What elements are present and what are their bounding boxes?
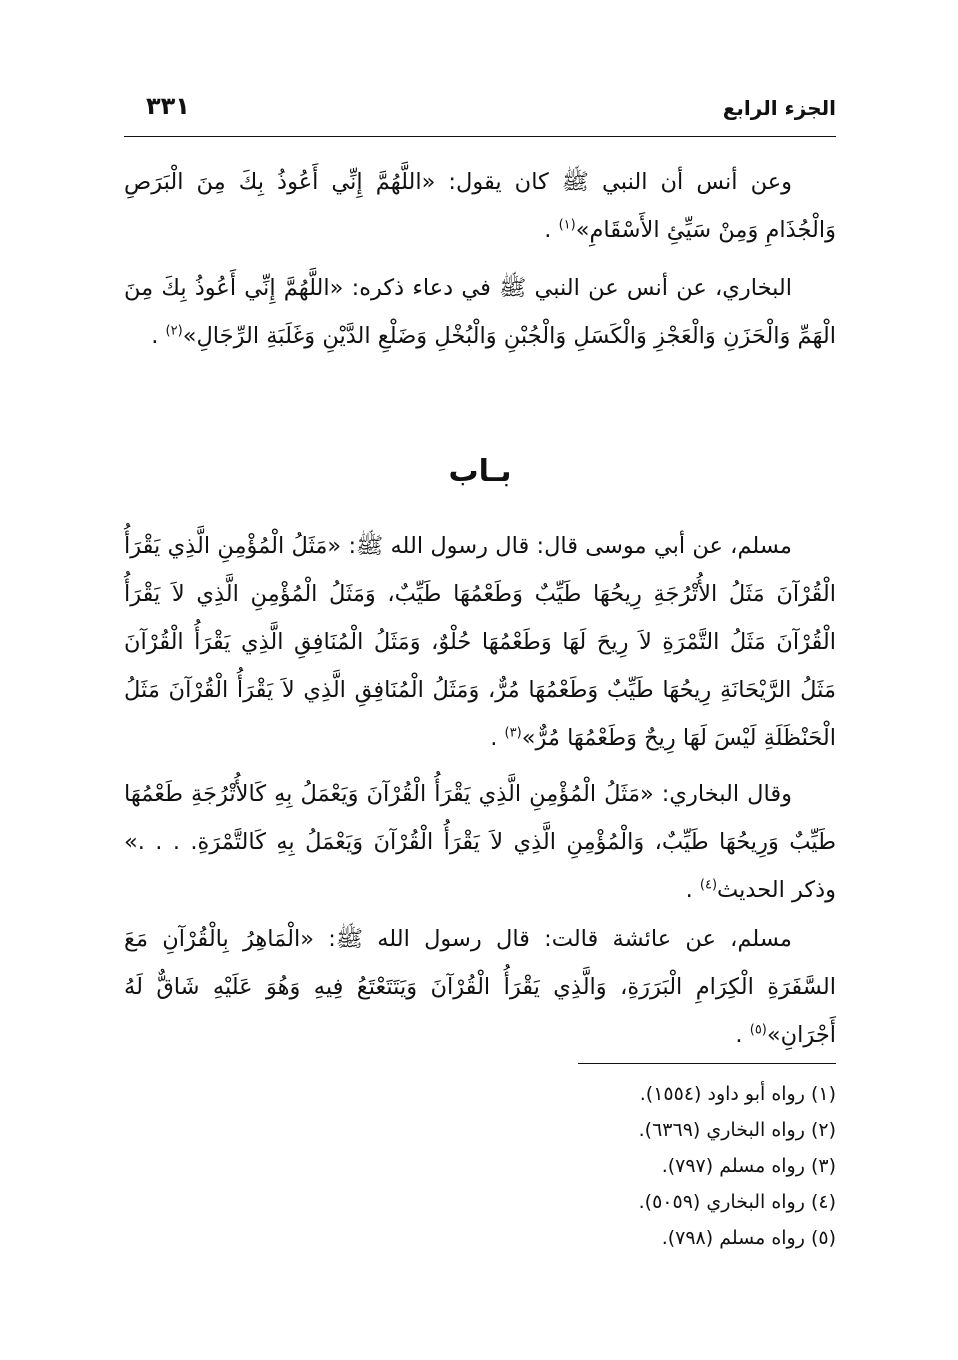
footnote-item: (٤) رواه البخاري (٥٠٥٩). <box>638 1191 836 1213</box>
paragraph-muslim-abu-musa: مسلم، عن أبي موسى قال: قال رسول الله ﷺ: «مَثَلُ الْمُؤْمِنِ الَّذِي يَقْرَأُ الْقُرْآنَ مَثَلُ الأُتْرُجَةِ رِيحُهَا طَيِّبٌ وَطَعْمُهَا طَيِّبٌ، وَمَثَلُ الْمُؤْمِنِ الَّذِي لاَ يَقْرَأُ الْقُرْآنَ مَثَلُ التَّمْرَةِ لاَ رِيحَ لَهَا وَطَعْمُهَا حُلْوٌ، وَمَثَلُ الْمُنَافِقِ الَّذِي يَقْرَأُ الْقُرْآنَ مَثَلُ الرَّيْحَانَةِ رِيحُهَا طَيِّبٌ وَطَعْمُهَا مُرٌّ، وَمَثَلُ الْمُنَافِقِ الَّذِي لاَ يَقْرَأُ الْقُرْآنَ مَثَلُ الْحَنْظَلَةِ لَيْسَ لَهَا رِيحٌ وَطَعْمُهَا مُرٌّ»$^{(٣)}$ . <box>124 533 836 751</box>
paragraph-text: وقال البخاري: «مَثَلُ الْمُؤْمِنِ الَّذِي يَقْرَأُ الْقُرْآنَ وَيَعْمَلُ بِهِ كَالأُتْرُجَةِ طَعْمُهَا طَيِّبٌ وَرِيحُهَا طَيِّبٌ، وَالْمُؤْمِنِ الَّذِي لاَ يَقْرَأُ الْقُرْآنَ وَيَعْمَلُ بِهِ كَالتَّمْرَةِ. . . .» وذكر الحديث <box>124 781 836 903</box>
footnote-rule <box>578 1063 836 1064</box>
footnotes-list <box>436 1076 836 1256</box>
footnote-ref: (١) <box>558 217 576 233</box>
footnote-item: (١) رواه أبو داود (١٥٥٤). <box>639 1083 836 1105</box>
paragraph-text: وعن أنس أن النبي ﷺ كان يقول: «اللَّهُمَّ إِنِّي أَعُوذُ بِكَ مِنَ الْبَرَصِ وَالْجُذَامِ وَمِنْ سَيِّئِ الأَسْقَامِ» <box>124 169 836 243</box>
paragraph-anas-leprosy: وعن أنس أن النبي ﷺ كان يقول: «اللَّهُمَّ إِنِّي أَعُوذُ بِكَ مِنَ الْبَرَصِ وَالْجُذَامِ وَمِنْ سَيِّئِ الأَسْقَامِ»$^{(١)}$ . <box>124 169 836 243</box>
paragraph-text: مسلم، عن عائشة قالت: قال رسول الله ﷺ: «الْمَاهِرُ بِالْقُرْآنِ مَعَ السَّفَرَةِ الْكِرَامِ الْبَرَرَةِ، وَالَّذِي يَقْرَأُ الْقُرْآنَ وَيَتَتَعْتَعُ فِيهِ وَهُوَ عَلَيْهِ شَاقٌّ لَهُ أَجْرَانِ» <box>124 926 836 1048</box>
paragraph-muslim-aisha: مسلم، عن عائشة قالت: قال رسول الله ﷺ: «الْمَاهِرُ بِالْقُرْآنِ مَعَ السَّفَرَةِ الْكِرَامِ الْبَرَرَةِ، وَالَّذِي يَقْرَأُ الْقُرْآنَ وَيَتَتَعْتَعُ فِيهِ وَهُوَ عَلَيْهِ شَاقٌّ لَهُ أَجْرَانِ»$^{(٥)}$ . <box>124 926 836 1048</box>
footnote-ref: (٥) <box>749 1022 767 1038</box>
paragraph-bukhari-anas: البخاري، عن أنس عن النبي ﷺ في دعاء ذكره: «اللَّهُمَّ إِنِّي أَعُوذُ بِكَ مِنَ الْهَمِّ وَالْحَزَنِ وَالْعَجْزِ وَالْكَسَلِ وَالْجُبْنِ وَالْبُخْلِ وَضَلْعِ الدَّيْنِ وَغَلَبَةِ الرِّجَالِ»$^{(٢)}$ . <box>124 275 836 349</box>
footnote-ref: (٤) <box>699 877 718 893</box>
page-number: ٣٣١ <box>146 92 190 120</box>
paragraph-text: البخاري، عن أنس عن النبي ﷺ في دعاء ذكره: «اللَّهُمَّ إِنِّي أَعُوذُ بِكَ مِنَ الْهَمِّ وَالْحَزَنِ وَالْعَجْزِ وَالْكَسَلِ وَالْجُبْنِ وَالْبُخْلِ وَضَلْعِ الدَّيْنِ وَغَلَبَةِ الرِّجَالِ» <box>124 275 836 349</box>
running-header <box>124 92 836 132</box>
running-header-section: الجزء الرابع <box>722 96 836 120</box>
footnote-item: (٣) رواه مسلم (٧٩٧). <box>661 1155 836 1177</box>
header-rule <box>124 136 836 137</box>
footnote-ref: (٣) <box>504 725 522 741</box>
footnote-item: (٢) رواه البخاري (٦٣٦٩). <box>638 1119 836 1141</box>
section-heading: بـاب <box>448 454 512 489</box>
footnote-ref: (٢) <box>165 323 183 339</box>
footnote-item: (٥) رواه مسلم (٧٩٨). <box>661 1227 836 1249</box>
paragraph-text: مسلم، عن أبي موسى قال: قال رسول الله ﷺ: «مَثَلُ الْمُؤْمِنِ الَّذِي يَقْرَأُ الْقُرْآنَ مَثَلُ الأُتْرُجَةِ رِيحُهَا طَيِّبٌ وَطَعْمُهَا طَيِّبٌ، وَمَثَلُ الْمُؤْمِنِ الَّذِي لاَ يَقْرَأُ الْقُرْآنَ مَثَلُ التَّمْرَةِ لاَ رِيحَ لَهَا وَطَعْمُهَا حُلْوٌ، وَمَثَلُ الْمُنَافِقِ الَّذِي يَقْرَأُ الْقُرْآنَ مَثَلُ الرَّيْحَانَةِ رِيحُهَا طَيِّبٌ وَطَعْمُهَا مُرٌّ، وَمَثَلُ الْمُنَافِقِ الَّذِي لاَ يَقْرَأُ الْقُرْآنَ مَثَلُ الْحَنْظَلَةِ لَيْسَ لَهَا رِيحٌ وَطَعْمُهَا مُرٌّ» <box>124 533 836 751</box>
paragraph-bukhari-version: وقال البخاري: «مَثَلُ الْمُؤْمِنِ الَّذِي يَقْرَأُ الْقُرْآنَ وَيَعْمَلُ بِهِ كَالأُتْرُجَةِ طَعْمُهَا طَيِّبٌ وَرِيحُهَا طَيِّبٌ، وَالْمُؤْمِنِ الَّذِي لاَ يَقْرَأُ الْقُرْآنَ وَيَعْمَلُ بِهِ كَالتَّمْرَةِ. . . .» وذكر الحديث$^{(٤)}$ . <box>124 781 836 903</box>
